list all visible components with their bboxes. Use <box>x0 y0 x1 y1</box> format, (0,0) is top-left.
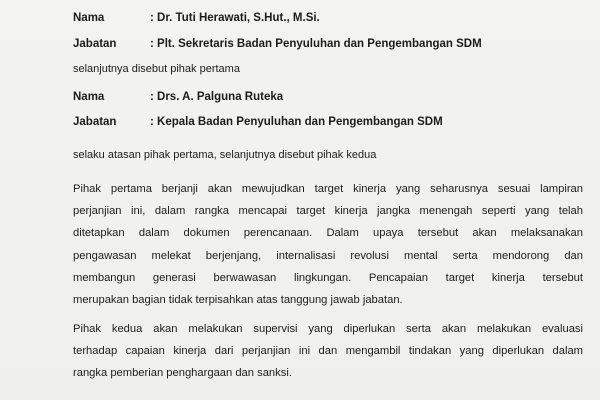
first-party-position-value: : Plt. Sekretaris Badan Penyuluhan dan Pengembangan SDM <box>150 38 482 50</box>
first-party-position-row <box>73 37 482 51</box>
second-party-position-value: : Kepala Badan Penyuluhan dan Pengembangan SDM <box>150 116 443 128</box>
second-party-designation: selaku atasan pihak pertama, selanjutnya disebut pihak kedua <box>73 149 377 161</box>
first-party-position-label: Jabatan <box>73 38 117 50</box>
supervision-paragraph <box>73 318 583 385</box>
second-party-position-label: Jabatan <box>73 116 117 128</box>
first-party-name-label: Nama <box>73 12 105 24</box>
first-party-designation: selanjutnya disebut pihak pertama <box>73 63 240 75</box>
paragraph-line: terhadap capaian kinerja dari perjanjian ini dan mengambil tindakan yang diperlukan dalam <box>73 345 583 358</box>
paragraph-line: ditetapkan dalam dokumen perencanaan. Dalam upaya tersebut akan melaksanakan <box>73 227 583 240</box>
second-party-name-label: Nama <box>73 91 105 103</box>
paragraph-line: Pihak pertama berjanji akan mewujudkan target kinerja yang seharusnya sesuai lampiran <box>73 183 583 195</box>
paragraph-line: Pihak kedua akan melakukan supervisi yang diperlukan serta akan melakukan evaluasi <box>73 323 583 335</box>
second-party-position-row <box>73 115 443 129</box>
paragraph-line: perjanjian ini, dalam rangka mencapai target kinerja jangka menengah seperti yang telah <box>73 205 583 218</box>
paragraph-line: membangun generasi berwawasan lingkungan. Pencapaian target kinerja tersebut <box>73 271 583 284</box>
paragraph-line: merupakan bagian tidak terpisahkan atas tanggung jawab jabatan. <box>73 294 403 307</box>
paragraph-line: rangka pemberian penghargaan dan sanksi. <box>73 367 292 380</box>
second-party-name-value: : Drs. A. Palguna Ruteka <box>150 91 284 103</box>
second-party-name-row <box>73 90 283 104</box>
paragraph-line: pengawasan melekat berjenjang, internalisasi revolusi mental serta mendorong dan <box>73 249 583 262</box>
first-party-name-value: : Dr. Tuti Herawati, S.Hut., M.Si. <box>150 12 320 24</box>
first-party-name-row <box>73 11 320 25</box>
commitment-paragraph <box>73 178 583 311</box>
